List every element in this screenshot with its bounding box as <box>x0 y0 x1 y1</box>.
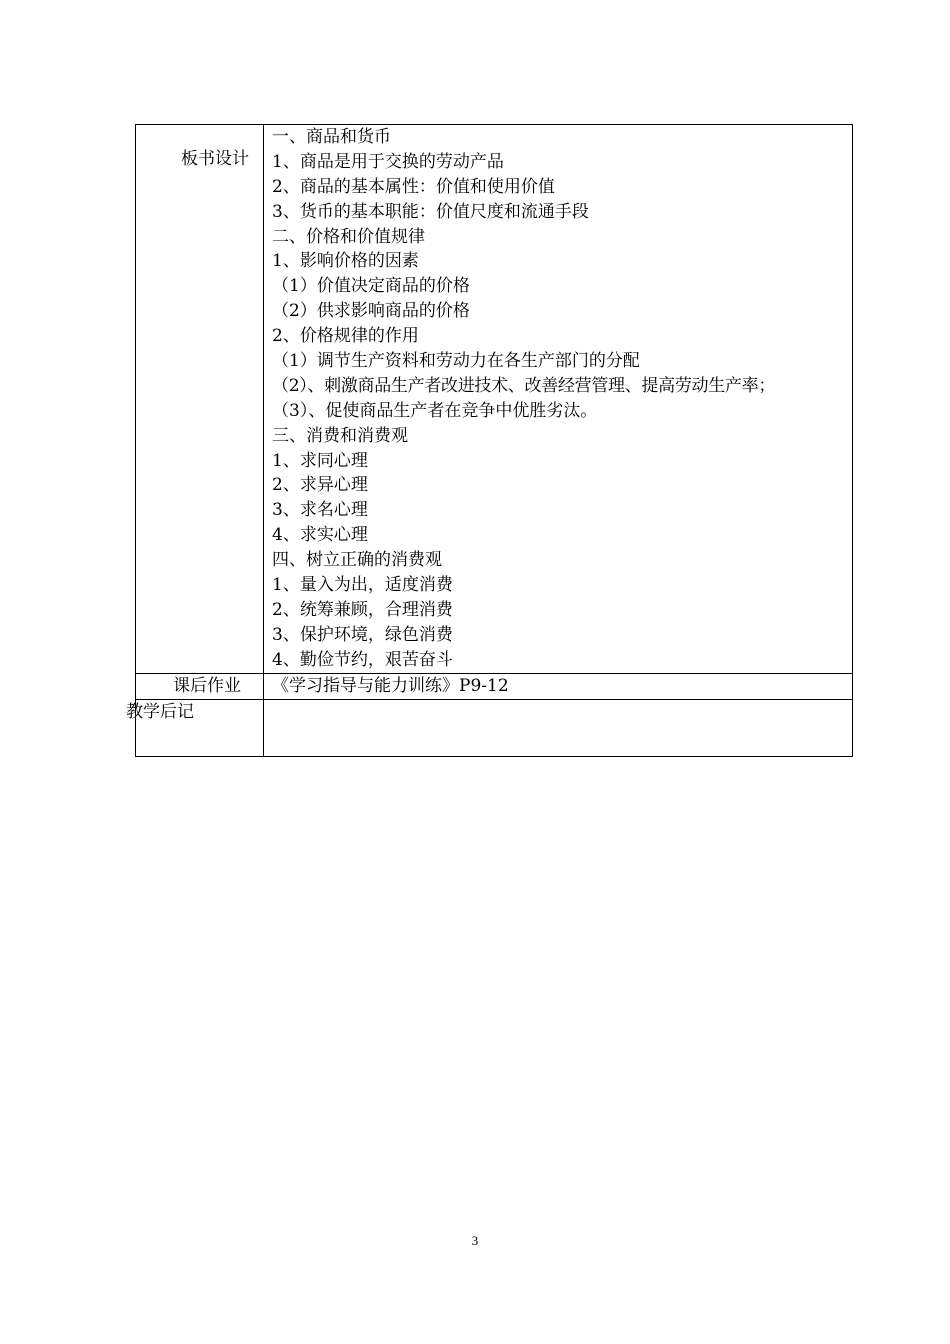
board-line: （2）供求影响商品的价格 <box>272 301 470 322</box>
lesson-plan-table <box>126 124 853 757</box>
board-line: 2、商品的基本属性：价值和使用价值 <box>272 176 555 197</box>
homework-text: 《学习指导与能力训练》P9-12 <box>264 673 853 699</box>
board-line: 1、求同心理 <box>272 450 368 471</box>
board-line: 三、消费和消费观 <box>272 425 408 446</box>
board-line: 3、货币的基本职能：价值尺度和流通手段 <box>272 201 589 222</box>
board-line: （2）、刺激商品生产者改进技术、改善经营管理、提高劳动生产率； <box>272 375 776 396</box>
notes-content <box>264 699 853 756</box>
board-line: （3）、促使商品生产者在竞争中优胜劣汰。 <box>272 400 598 421</box>
board-line: 1、影响价格的因素 <box>272 251 419 272</box>
board-line: 四、树立正确的消费观 <box>272 550 442 571</box>
board-line: 4、求实心理 <box>272 525 368 546</box>
notes-label-text: 教学后记 <box>126 701 194 722</box>
board-line: 2、求异心理 <box>272 475 368 496</box>
board-line: 3、求名心理 <box>272 500 368 521</box>
notes-row <box>136 699 853 756</box>
board-line: 3、保护环境，绿色消费 <box>272 624 453 645</box>
board-line: 一、商品和货币 <box>272 127 391 147</box>
board-line: 1、商品是用于交换的劳动产品 <box>272 151 504 172</box>
board-line: 4、勤俭节约，艰苦奋斗 <box>272 649 453 670</box>
board-line: 1、量入为出，适度消费 <box>272 575 453 596</box>
board-design-label: 板书设计 <box>136 125 264 674</box>
notes-label <box>126 699 264 756</box>
board-line: 二、价格和价值规律 <box>272 226 425 247</box>
board-line: 2、价格规律的作用 <box>272 326 419 347</box>
homework-row <box>136 673 853 699</box>
board-design-content <box>264 125 853 674</box>
board-design-row <box>136 125 853 674</box>
board-line: （1）调节生产资料和劳动力在各生产部门的分配 <box>272 351 640 372</box>
board-line: 2、统筹兼顾，合理消费 <box>272 599 453 620</box>
homework-label: 课后作业 <box>136 673 264 699</box>
board-line: （1）价值决定商品的价格 <box>272 276 470 297</box>
page-number: 3 <box>471 1233 479 1248</box>
